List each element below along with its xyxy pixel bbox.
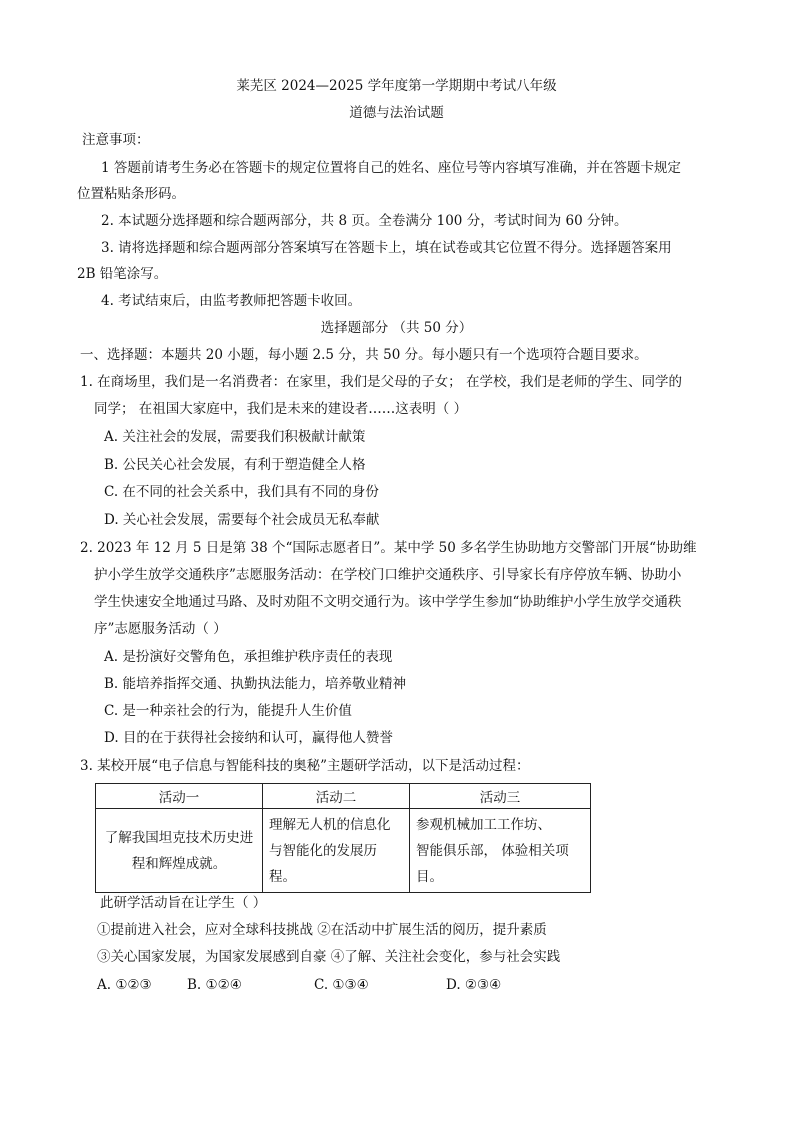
option-d: D. 关心社会发展，需要每个社会成员无私奉献 — [104, 512, 380, 528]
table-cell: 了解我国坦克技术历史进 程和辉煌成就。 — [96, 809, 263, 893]
notice-item: 4. 考试结束后，由监考教师把答题卡收回。 — [101, 293, 362, 309]
question-2-stem: 序”志愿服务活动（ ） — [94, 621, 227, 637]
question-3-prompt: 此研学活动旨在让学生（ ） — [100, 895, 267, 911]
option-a: A. 是扮演好交警角色，承担维护秩序责任的表现 — [104, 649, 393, 665]
notice-heading: 注意事项： — [82, 132, 150, 148]
question-2-stem: 2. 2023 年 12 月 5 日是第 38 个“国际志愿者日”。某中学 50 多名学生协助地方交警部门开展“协助维 — [80, 540, 697, 556]
statements-line: ③关心国家发展，为国家发展感到自豪 ④了解、关注社会变化，参与社会实践 — [97, 949, 561, 965]
option-b: B. 能培养指挥交通、执勤执法能力，培养敬业精神 — [104, 676, 407, 692]
question-1-stem: 同学； 在祖国大家庭中，我们是未来的建设者……这表明（ ） — [94, 401, 468, 417]
question-3-stem: 3. 某校开展“电子信息与智能科技的奥秘”主题研学活动，以下是活动过程： — [80, 758, 530, 774]
notice-item: 2. 本试题分选择题和综合题两部分，共 8 页。全卷满分 100 分，考试时间为 60 分钟。 — [101, 213, 628, 229]
option-b: B. 公民关心社会发展，有利于塑造健全人格 — [104, 457, 366, 473]
section-title: 选择题部分 （共 50 分） — [320, 320, 473, 336]
table-cell: 理解无人机的信息化 与智能化的发展历程。 — [263, 809, 410, 893]
choice-b: B. ①②④ — [187, 977, 242, 993]
choice-c: C. ①③④ — [314, 977, 369, 993]
exam-subtitle: 道德与法治试题 — [349, 105, 444, 121]
table-header: 活动二 — [263, 784, 410, 809]
choice-a: A. ①②③ — [97, 977, 152, 993]
option-c: C. 是一种亲社会的行为，能提升人生价值 — [104, 703, 352, 719]
notice-item: 3. 请将选择题和综合题两部分答案填写在答题卡上，填在试卷或其它位置不得分。选择题答案用 — [101, 240, 672, 256]
table-cell: 参观机械加工工作坊、 智能俱乐部， 体验相关项 目。 — [410, 809, 591, 893]
table-header: 活动三 — [410, 784, 591, 809]
choice-d: D. ②③④ — [446, 977, 502, 993]
activity-table — [95, 783, 591, 893]
statements-line: ①提前进入社会，应对全球科技挑战 ②在活动中扩展生活的阅历，提升素质 — [97, 922, 547, 938]
question-2-stem: 护小学生放学交通秩序”志愿服务活动：在学校门口维护交通秩序、引导家长有序停放车辆、协助小 — [94, 567, 682, 583]
table-header: 活动一 — [96, 784, 263, 809]
option-d: D. 目的在于获得社会接纳和认可，赢得他人赞誉 — [104, 730, 393, 746]
notice-item: 2B 铅笔涂写。 — [77, 266, 168, 282]
option-c: C. 在不同的社会关系中，我们具有不同的身份 — [104, 484, 379, 500]
option-a: A. 关注社会的发展，需要我们积极献计献策 — [104, 429, 366, 445]
notice-item: 1 答题前请考生务必在答题卡的规定位置将自己的姓名、座位号等内容填写准确，并在答题卡规定 — [101, 160, 681, 176]
exam-title: 莱芜区 2024—2025 学年度第一学期期中考试八年级 — [236, 78, 557, 94]
notice-item: 位置粘贴条形码。 — [77, 186, 185, 202]
question-1-stem: 1. 在商场里，我们是一名消费者：在家里，我们是父母的子女； 在学校，我们是老师的学生、同学的 — [80, 374, 682, 390]
section-instruction: 一、选择题：本题共 20 小题，每小题 2.5 分，共 50 分。每小题只有一个选项符合题目要求。 — [80, 347, 648, 363]
question-2-stem: 学生快速安全地通过马路、及时劝阻不文明交通行为。该中学学生参加“协助维护小学生放学交通秩 — [94, 594, 682, 610]
